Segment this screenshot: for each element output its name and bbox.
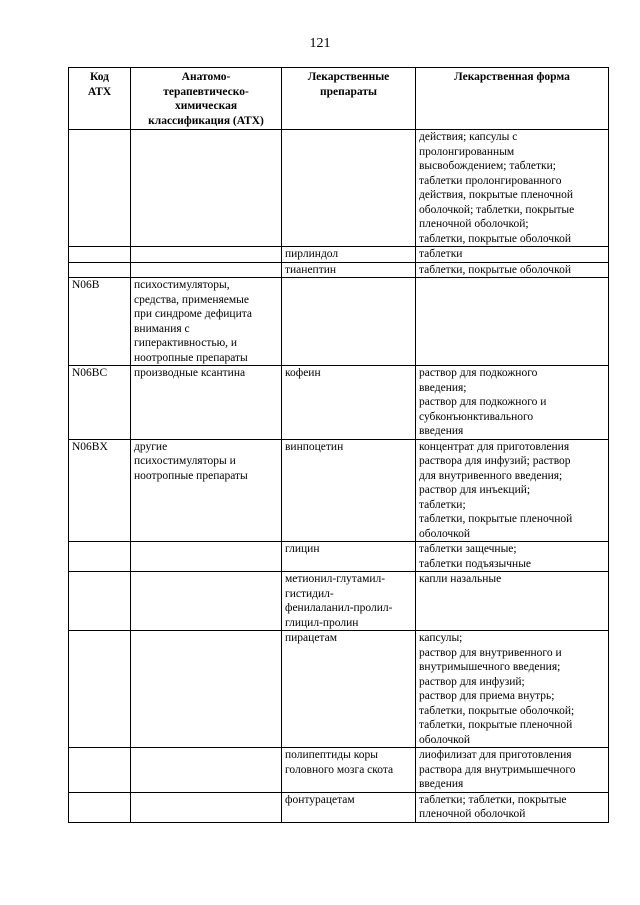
cell-text-line: таблетки: [419, 248, 463, 260]
table-row: [69, 439, 609, 542]
atc-classification-cell: [131, 247, 282, 263]
atc-code-cell: [69, 748, 131, 793]
cell-text-line: субконъюнктивального: [419, 410, 534, 423]
cell-text-line: полипептиды коры: [285, 749, 378, 761]
header-drugs: Лекарственные препараты: [282, 68, 416, 130]
cell-text-line: пирлиндол: [285, 248, 339, 260]
drug-name-cell: [282, 542, 416, 572]
atc-classification-cell: [131, 130, 282, 247]
cell-text-line: введения;: [419, 381, 467, 394]
cell-text-line: при синдроме дефицита: [134, 308, 253, 320]
cell-text-line: таблетки; таблетки, покрытые: [419, 793, 567, 806]
cell-text-line: головного мозга скота: [285, 763, 394, 776]
atc-classification-cell: [131, 572, 282, 631]
cell-text-line: раствор для инфузий;: [419, 675, 525, 688]
drug-name-cell: [282, 130, 416, 247]
cell-text-line: внимания с: [134, 322, 190, 335]
table-row: [69, 542, 609, 572]
cell-text-line: пирацетам: [285, 632, 337, 644]
cell-text-line: гиперактивностью, и: [134, 337, 238, 349]
cell-text-line: таблетки;: [419, 498, 466, 511]
cell-text-line: другие: [134, 440, 168, 453]
drug-name-cell: [282, 366, 416, 440]
cell-text-line: таблетки подъязычные: [419, 557, 532, 570]
cell-text-line: метионил-глутамил-: [285, 573, 386, 585]
cell-text-line: введения: [419, 778, 464, 790]
cell-text-line: оболочкой: [419, 527, 471, 540]
cell-text-line: глицин: [285, 543, 320, 555]
cell-text-line: N06BX: [72, 440, 108, 453]
table-row: [69, 792, 609, 822]
header-atc-code: Код АТХ: [69, 68, 131, 130]
dosage-form-cell: [416, 247, 609, 263]
table-row: [69, 631, 609, 748]
drug-name-cell: [282, 262, 416, 278]
atc-classification-cell: [131, 439, 282, 542]
cell-text-line: фонтурацетам: [285, 793, 355, 806]
cell-text-line: раствора для инфузий; раствор: [419, 455, 571, 467]
cell-text-line: ноотропные препараты: [134, 351, 248, 364]
atc-code-cell: [69, 278, 131, 366]
cell-text-line: пленочной оболочкой: [419, 808, 526, 820]
cell-text-line: производные ксантина: [134, 367, 246, 379]
atc-classification-cell: [131, 278, 282, 366]
cell-text-line: винпоцетин: [285, 440, 344, 453]
cell-text-line: действия, покрытые пленочной: [419, 189, 574, 201]
cell-text-line: лиофилизат для приготовления: [419, 749, 572, 761]
cell-text-line: средства, применяемые: [134, 293, 250, 306]
cell-text-line: кофеин: [285, 367, 321, 379]
table-header-row: [69, 68, 609, 130]
cell-text-line: N06B: [72, 279, 100, 291]
cell-text-line: для внутривенного введения;: [419, 469, 563, 482]
atc-classification-cell: [131, 792, 282, 822]
drug-name-cell: [282, 247, 416, 263]
cell-text-line: пролонгированным: [419, 145, 515, 158]
atc-table: [68, 67, 609, 823]
dosage-form-cell: [416, 748, 609, 793]
cell-text-line: таблетки, покрытые оболочкой: [419, 263, 571, 276]
dosage-form-cell: [416, 439, 609, 542]
cell-text-line: глицил-пролин: [285, 616, 359, 629]
dosage-form-cell: [416, 278, 609, 366]
dosage-form-cell: [416, 631, 609, 748]
dosage-form-cell: [416, 542, 609, 572]
header-dosage-form: Лекарственная форма: [416, 68, 609, 130]
table-row: [69, 247, 609, 263]
dosage-form-cell: [416, 366, 609, 440]
table-row: [69, 262, 609, 278]
cell-text-line: действия; капсулы с: [419, 131, 518, 143]
cell-text-line: таблетки, покрытые оболочкой;: [419, 704, 575, 717]
atc-code-cell: [69, 439, 131, 542]
cell-text-line: ноотропные препараты: [134, 469, 248, 482]
cell-text-line: раствор для подкожного: [419, 367, 538, 379]
atc-code-cell: [69, 542, 131, 572]
atc-classification-cell: [131, 542, 282, 572]
header-atc-classification: Анатомо- терапевтическо- химическая классификация (АТХ): [131, 68, 282, 130]
atc-classification-cell: [131, 366, 282, 440]
table-row: [69, 278, 609, 366]
cell-text-line: капсулы;: [419, 632, 463, 644]
table-row: [69, 130, 609, 247]
atc-code-cell: [69, 262, 131, 278]
cell-text-line: психостимуляторы,: [134, 279, 230, 291]
cell-text-line: таблетки, покрытые пленочной: [419, 513, 573, 525]
cell-text-line: таблетки пролонгированного: [419, 174, 562, 187]
table-row: [69, 366, 609, 440]
dosage-form-cell: [416, 792, 609, 822]
cell-text-line: гистидил-: [285, 587, 334, 600]
cell-text-line: внутримышечного введения;: [419, 661, 561, 673]
cell-text-line: психостимуляторы и: [134, 455, 236, 467]
dosage-form-cell: [416, 130, 609, 247]
cell-text-line: концентрат для приготовления: [419, 440, 570, 453]
atc-classification-cell: [131, 262, 282, 278]
cell-text-line: высвобождением; таблетки;: [419, 160, 556, 172]
cell-text-line: раствор для внутривенного и: [419, 646, 562, 659]
atc-code-cell: [69, 247, 131, 263]
drug-name-cell: [282, 748, 416, 793]
drug-name-cell: [282, 278, 416, 366]
table-row: [69, 572, 609, 631]
atc-code-cell: [69, 792, 131, 822]
cell-text-line: раствор для инъекций;: [419, 484, 531, 496]
drug-name-cell: [282, 439, 416, 542]
atc-classification-cell: [131, 748, 282, 793]
cell-text-line: оболочкой: [419, 733, 471, 746]
cell-text-line: пленочной оболочкой;: [419, 218, 529, 230]
cell-text-line: N06BC: [72, 367, 108, 379]
atc-code-cell: [69, 130, 131, 247]
table-row: [69, 748, 609, 793]
drug-name-cell: [282, 572, 416, 631]
cell-text-line: таблетки защечные;: [419, 543, 517, 555]
drug-name-cell: [282, 631, 416, 748]
atc-code-cell: [69, 366, 131, 440]
atc-code-cell: [69, 631, 131, 748]
cell-text-line: таблетки, покрытые оболочкой: [419, 232, 571, 245]
cell-text-line: таблетки, покрытые пленочной: [419, 719, 573, 731]
table-body: [69, 130, 609, 823]
dosage-form-cell: [416, 572, 609, 631]
cell-text-line: оболочкой; таблетки, покрытые: [419, 203, 575, 216]
cell-text-line: тианептин: [285, 263, 337, 276]
cell-text-line: фенилаланил-пролил-: [285, 602, 393, 614]
atc-code-cell: [69, 572, 131, 631]
cell-text-line: раствор для приема внутрь;: [419, 690, 555, 702]
cell-text-line: введения: [419, 425, 464, 437]
cell-text-line: раствора для внутримышечного: [419, 763, 576, 776]
atc-classification-cell: [131, 631, 282, 748]
drug-name-cell: [282, 792, 416, 822]
dosage-form-cell: [416, 262, 609, 278]
cell-text-line: раствор для подкожного и: [419, 396, 547, 408]
page-number: 121: [309, 36, 331, 51]
cell-text-line: капли назальные: [419, 573, 502, 585]
